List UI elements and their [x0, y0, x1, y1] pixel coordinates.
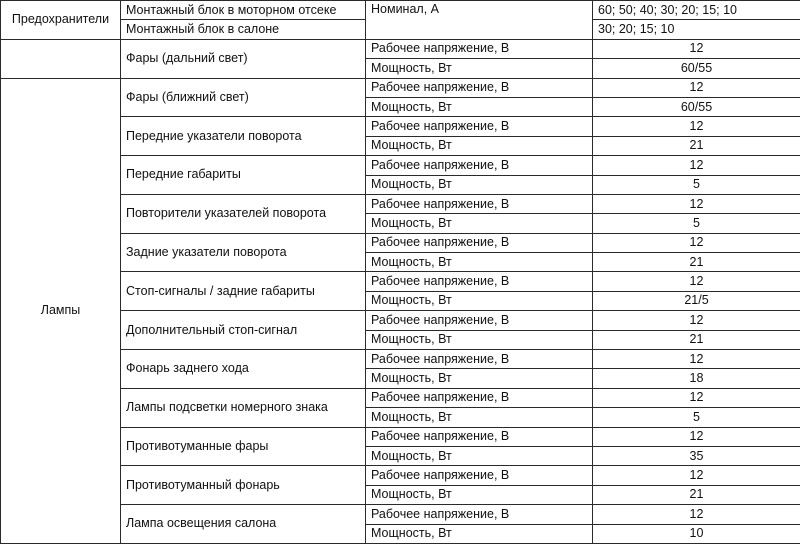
parameter-cell-power: Мощность, Вт: [366, 291, 593, 310]
table-row: [1, 39, 800, 58]
value-cell-power: 5: [593, 408, 800, 427]
table-row: [1, 466, 800, 485]
parameter-cell-voltage: Рабочее напряжение, В: [366, 272, 593, 291]
value-cell-voltage: 12: [593, 466, 800, 485]
parameter-cell-power: Мощность, Вт: [366, 408, 593, 427]
value-cell-cabin-block-ratings: 30; 20; 15; 10: [593, 20, 800, 39]
value-cell-voltage: 12: [593, 505, 800, 524]
component-cell-cabin-block: Монтажный блок в салоне: [121, 20, 366, 39]
parameter-cell-rating: Номинал, А: [366, 1, 593, 40]
parameter-cell-voltage: Рабочее напряжение, В: [366, 388, 593, 407]
component-cell: Передние указатели поворота: [121, 117, 366, 156]
parameter-cell-power: Мощность, Вт: [366, 136, 593, 155]
component-cell-engine-block: Монтажный блок в моторном отсеке: [121, 1, 366, 20]
value-cell-power: 21: [593, 253, 800, 272]
component-cell: Противотуманный фонарь: [121, 466, 366, 505]
value-cell-voltage: 12: [593, 156, 800, 175]
parameter-cell-power: Мощность, Вт: [366, 330, 593, 349]
component-cell: Фонарь заднего хода: [121, 350, 366, 389]
value-cell-power: 18: [593, 369, 800, 388]
value-cell-voltage: 12: [593, 78, 800, 97]
parameter-cell-voltage: Рабочее напряжение, В: [366, 39, 593, 58]
value-cell-power: 60/55: [593, 59, 800, 78]
table-row: [1, 505, 800, 524]
parameter-cell-power: Мощность, Вт: [366, 175, 593, 194]
component-cell: Стоп-сигналы / задние габариты: [121, 272, 366, 311]
parameter-cell-voltage: Рабочее напряжение, В: [366, 78, 593, 97]
table-row: [1, 311, 800, 330]
table-row: [1, 117, 800, 136]
component-cell: Лампа освещения салона: [121, 505, 366, 544]
table-row: [1, 233, 800, 252]
table-row: [1, 194, 800, 213]
value-cell-voltage: 12: [593, 272, 800, 291]
value-cell-voltage: 12: [593, 194, 800, 213]
component-cell: Задние указатели поворота: [121, 233, 366, 272]
component-cell: Противотуманные фары: [121, 427, 366, 466]
value-cell-power: 10: [593, 524, 800, 543]
value-cell-power: 21: [593, 330, 800, 349]
table-body: [1, 1, 800, 544]
parameter-cell-voltage: Рабочее напряжение, В: [366, 350, 593, 369]
component-cell: Передние габариты: [121, 156, 366, 195]
value-cell-power: 60/55: [593, 97, 800, 116]
value-cell-voltage: 12: [593, 311, 800, 330]
parameter-cell-voltage: Рабочее напряжение, В: [366, 156, 593, 175]
table-row: [1, 272, 800, 291]
component-cell: Фары (дальний свет): [121, 39, 366, 78]
component-cell: Повторители указателей поворота: [121, 194, 366, 233]
parameter-cell-voltage: Рабочее напряжение, В: [366, 466, 593, 485]
parameter-cell-power: Мощность, Вт: [366, 485, 593, 504]
category-cell-fuses: Предохранители: [1, 1, 121, 40]
value-cell-voltage: 12: [593, 39, 800, 58]
table-row: [1, 156, 800, 175]
component-cell: Фары (ближний свет): [121, 78, 366, 117]
parameter-cell-power: Мощность, Вт: [366, 253, 593, 272]
table-row: [1, 78, 800, 97]
parameter-cell-voltage: Рабочее напряжение, В: [366, 117, 593, 136]
value-cell-voltage: 12: [593, 427, 800, 446]
value-cell-power: 21/5: [593, 291, 800, 310]
category-cell-lamps: Лампы: [1, 78, 121, 543]
table-row: [1, 350, 800, 369]
parameter-cell-power: Мощность, Вт: [366, 524, 593, 543]
value-cell-power: 21: [593, 485, 800, 504]
parameter-cell-voltage: Рабочее напряжение, В: [366, 505, 593, 524]
component-cell: Дополнительный стоп-сигнал: [121, 311, 366, 350]
value-cell-power: 21: [593, 136, 800, 155]
value-cell-power: 5: [593, 175, 800, 194]
parameter-cell-power: Мощность, Вт: [366, 214, 593, 233]
value-cell-power: 35: [593, 446, 800, 465]
value-cell-voltage: 12: [593, 350, 800, 369]
value-cell-engine-block-ratings: 60; 50; 40; 30; 20; 15; 10: [593, 1, 800, 20]
value-cell-power: 5: [593, 214, 800, 233]
parameter-cell-voltage: Рабочее напряжение, В: [366, 194, 593, 213]
table-row: [1, 427, 800, 446]
parameter-cell-power: Мощность, Вт: [366, 369, 593, 388]
parameter-cell-power: Мощность, Вт: [366, 59, 593, 78]
parameter-cell-voltage: Рабочее напряжение, В: [366, 427, 593, 446]
value-cell-voltage: 12: [593, 388, 800, 407]
value-cell-voltage: 12: [593, 117, 800, 136]
category-cell-blank: [1, 39, 121, 78]
value-cell-voltage: 12: [593, 233, 800, 252]
component-cell: Лампы подсветки номерного знака: [121, 388, 366, 427]
parameter-cell-voltage: Рабочее напряжение, В: [366, 233, 593, 252]
parameter-cell-voltage: Рабочее напряжение, В: [366, 311, 593, 330]
table-row: [1, 388, 800, 407]
parameter-cell-power: Мощность, Вт: [366, 97, 593, 116]
table-row: [1, 1, 800, 20]
parameter-cell-power: Мощность, Вт: [366, 446, 593, 465]
